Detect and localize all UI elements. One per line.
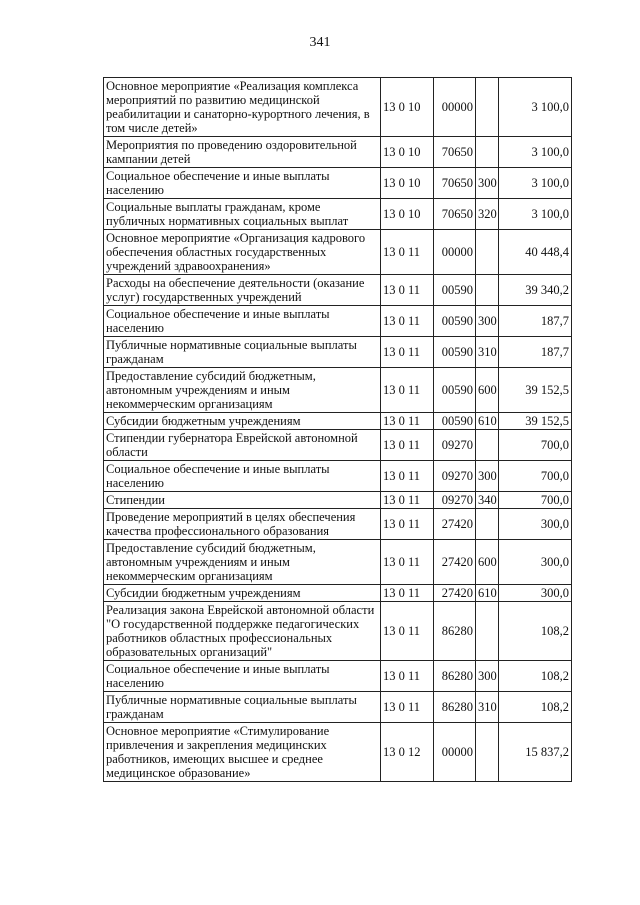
- row-name-cell: Стипендии губернатора Еврейской автономной области: [104, 430, 381, 461]
- table-row: [104, 78, 572, 137]
- row-name-cell: Мероприятия по проведению оздоровительной кампании детей: [104, 137, 381, 168]
- budget-table-body: [104, 78, 572, 782]
- expense-type-cell: 300: [476, 461, 499, 492]
- amount-cell: 108,2: [499, 602, 572, 661]
- expense-type-cell: 300: [476, 661, 499, 692]
- target-code-cell: 27420: [434, 509, 476, 540]
- program-code-cell: 13 0 11: [381, 368, 434, 413]
- table-row: [104, 337, 572, 368]
- row-name-cell: Основное мероприятие «Организация кадрового обеспечения областных государственных учреждений здравоохранения»: [104, 230, 381, 275]
- table-row: [104, 461, 572, 492]
- row-name-cell: Предоставление субсидий бюджетным, автономным учреждениям и иным некоммерческим организациям: [104, 368, 381, 413]
- target-code-cell: 27420: [434, 585, 476, 602]
- amount-cell: 3 100,0: [499, 78, 572, 137]
- table-row: [104, 540, 572, 585]
- target-code-cell: 00590: [434, 368, 476, 413]
- expense-type-cell: 300: [476, 306, 499, 337]
- row-name-cell: Социальное обеспечение и иные выплаты населению: [104, 168, 381, 199]
- expense-type-cell: 320: [476, 199, 499, 230]
- target-code-cell: 00590: [434, 413, 476, 430]
- expense-type-cell: [476, 602, 499, 661]
- target-code-cell: 00000: [434, 78, 476, 137]
- target-code-cell: 00590: [434, 337, 476, 368]
- target-code-cell: 86280: [434, 692, 476, 723]
- table-row: [104, 430, 572, 461]
- expense-type-cell: 300: [476, 168, 499, 199]
- amount-cell: 300,0: [499, 585, 572, 602]
- expense-type-cell: 610: [476, 585, 499, 602]
- row-name-cell: Социальное обеспечение и иные выплаты населению: [104, 661, 381, 692]
- amount-cell: 108,2: [499, 692, 572, 723]
- expense-type-cell: 610: [476, 413, 499, 430]
- table-row: [104, 137, 572, 168]
- expense-type-cell: 310: [476, 337, 499, 368]
- program-code-cell: 13 0 11: [381, 692, 434, 723]
- amount-cell: 108,2: [499, 661, 572, 692]
- program-code-cell: 13 0 11: [381, 585, 434, 602]
- target-code-cell: 09270: [434, 461, 476, 492]
- amount-cell: 300,0: [499, 540, 572, 585]
- row-name-cell: Публичные нормативные социальные выплаты гражданам: [104, 337, 381, 368]
- program-code-cell: 13 0 11: [381, 275, 434, 306]
- row-name-cell: Основное мероприятие «Стимулирование привлечения и закрепления медицинских работников, имеющих высшее и среднее медицинское образование»: [104, 723, 381, 782]
- program-code-cell: 13 0 10: [381, 78, 434, 137]
- expense-type-cell: 600: [476, 368, 499, 413]
- table-row: [104, 230, 572, 275]
- amount-cell: 300,0: [499, 509, 572, 540]
- expense-type-cell: 600: [476, 540, 499, 585]
- row-name-cell: Реализация закона Еврейской автономной области "О государственной поддержке педагогических работников областных профессиональных образовательных организаций": [104, 602, 381, 661]
- amount-cell: 700,0: [499, 492, 572, 509]
- amount-cell: 39 152,5: [499, 413, 572, 430]
- table-row: [104, 168, 572, 199]
- amount-cell: 187,7: [499, 306, 572, 337]
- amount-cell: 700,0: [499, 461, 572, 492]
- program-code-cell: 13 0 11: [381, 306, 434, 337]
- budget-table: [103, 77, 572, 782]
- row-name-cell: Социальное обеспечение и иные выплаты населению: [104, 306, 381, 337]
- target-code-cell: 70650: [434, 199, 476, 230]
- program-code-cell: 13 0 11: [381, 230, 434, 275]
- program-code-cell: 13 0 11: [381, 413, 434, 430]
- program-code-cell: 13 0 11: [381, 430, 434, 461]
- program-code-cell: 13 0 11: [381, 602, 434, 661]
- program-code-cell: 13 0 11: [381, 461, 434, 492]
- target-code-cell: 09270: [434, 430, 476, 461]
- table-row: [104, 275, 572, 306]
- expense-type-cell: [476, 78, 499, 137]
- row-name-cell: Расходы на обеспечение деятельности (оказание услуг) государственных учреждений: [104, 275, 381, 306]
- amount-cell: 15 837,2: [499, 723, 572, 782]
- expense-type-cell: [476, 137, 499, 168]
- table-row: [104, 692, 572, 723]
- program-code-cell: 13 0 11: [381, 661, 434, 692]
- table-row: [104, 492, 572, 509]
- row-name-cell: Социальное обеспечение и иные выплаты населению: [104, 461, 381, 492]
- amount-cell: 40 448,4: [499, 230, 572, 275]
- target-code-cell: 09270: [434, 492, 476, 509]
- expense-type-cell: [476, 430, 499, 461]
- row-name-cell: Социальные выплаты гражданам, кроме публичных нормативных социальных выплат: [104, 199, 381, 230]
- row-name-cell: Предоставление субсидий бюджетным, автономным учреждениям и иным некоммерческим организациям: [104, 540, 381, 585]
- expense-type-cell: [476, 230, 499, 275]
- program-code-cell: 13 0 11: [381, 509, 434, 540]
- amount-cell: 3 100,0: [499, 168, 572, 199]
- target-code-cell: 00590: [434, 275, 476, 306]
- row-name-cell: Публичные нормативные социальные выплаты гражданам: [104, 692, 381, 723]
- expense-type-cell: [476, 275, 499, 306]
- table-row: [104, 509, 572, 540]
- row-name-cell: Субсидии бюджетным учреждениям: [104, 413, 381, 430]
- target-code-cell: 00590: [434, 306, 476, 337]
- amount-cell: 3 100,0: [499, 199, 572, 230]
- amount-cell: 187,7: [499, 337, 572, 368]
- target-code-cell: 00000: [434, 230, 476, 275]
- expense-type-cell: [476, 723, 499, 782]
- table-row: [104, 723, 572, 782]
- program-code-cell: 13 0 10: [381, 168, 434, 199]
- program-code-cell: 13 0 12: [381, 723, 434, 782]
- target-code-cell: 86280: [434, 602, 476, 661]
- amount-cell: 3 100,0: [499, 137, 572, 168]
- table-row: [104, 199, 572, 230]
- program-code-cell: 13 0 11: [381, 540, 434, 585]
- program-code-cell: 13 0 11: [381, 337, 434, 368]
- table-row: [104, 661, 572, 692]
- table-row: [104, 585, 572, 602]
- table-row: [104, 368, 572, 413]
- expense-type-cell: 310: [476, 692, 499, 723]
- program-code-cell: 13 0 10: [381, 137, 434, 168]
- expense-type-cell: [476, 509, 499, 540]
- target-code-cell: 70650: [434, 168, 476, 199]
- program-code-cell: 13 0 10: [381, 199, 434, 230]
- expense-type-cell: 340: [476, 492, 499, 509]
- amount-cell: 700,0: [499, 430, 572, 461]
- target-code-cell: 00000: [434, 723, 476, 782]
- row-name-cell: Основное мероприятие «Реализация комплекса мероприятий по развитию медицинской реабилитации и санаторно-курортного лечения, в том числе детей»: [104, 78, 381, 137]
- program-code-cell: 13 0 11: [381, 492, 434, 509]
- table-row: [104, 602, 572, 661]
- amount-cell: 39 340,2: [499, 275, 572, 306]
- amount-cell: 39 152,5: [499, 368, 572, 413]
- row-name-cell: Субсидии бюджетным учреждениям: [104, 585, 381, 602]
- target-code-cell: 27420: [434, 540, 476, 585]
- table-row: [104, 306, 572, 337]
- row-name-cell: Стипендии: [104, 492, 381, 509]
- row-name-cell: Проведение мероприятий в целях обеспечения качества профессионального образования: [104, 509, 381, 540]
- table-row: [104, 413, 572, 430]
- page-number: 341: [309, 35, 331, 50]
- target-code-cell: 86280: [434, 661, 476, 692]
- target-code-cell: 70650: [434, 137, 476, 168]
